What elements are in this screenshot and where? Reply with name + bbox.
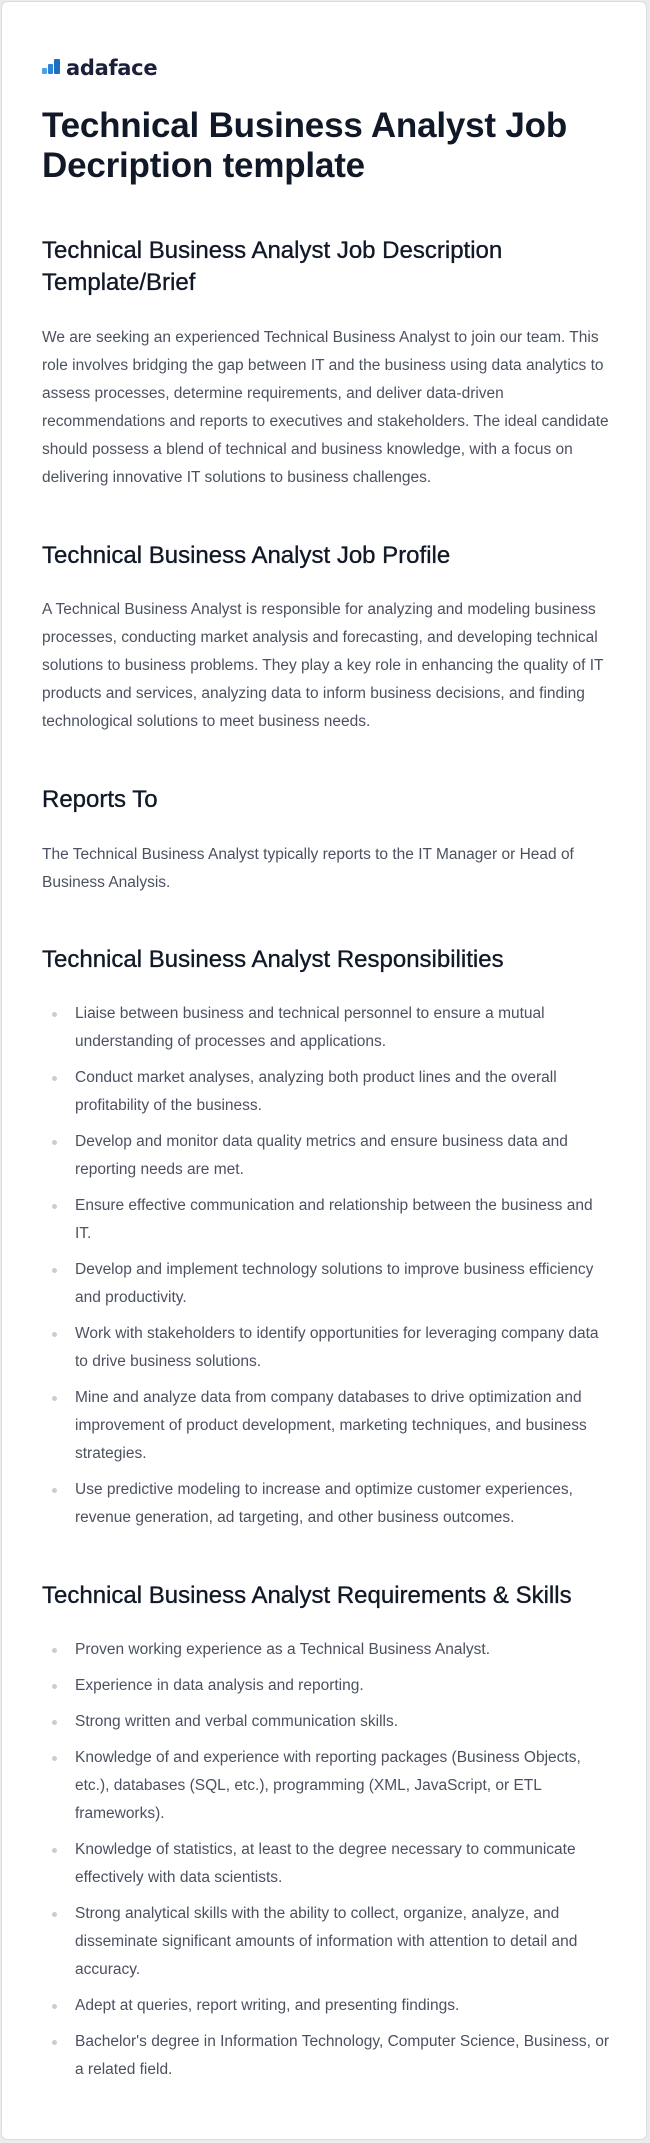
list-item: Liaise between business and technical personnel to ensure a mutual understanding of processes and applications.: [42, 1000, 612, 1056]
responsibilities-list: [42, 1000, 612, 1540]
bar-chart-logo-icon: [42, 58, 62, 78]
list-item: Mine and analyze data from company databases to drive optimization and improvement of product development, marketing techniques, and business strategies.: [42, 1384, 612, 1468]
list-item: Use predictive modeling to increase and optimize customer experiences, revenue generation, ad targeting, and other business outcomes.: [42, 1476, 612, 1532]
brief-heading: Technical Business Analyst Job Description Template/Brief: [42, 237, 503, 296]
reports-to-text: The Technical Business Analyst typically reports to the IT Manager or Head of Business Analysis.: [42, 846, 574, 891]
bullet-icon: [52, 1204, 57, 1209]
bullet-icon: [52, 2004, 57, 2009]
bullet-icon: [52, 1756, 57, 1761]
page-title: Technical Business Analyst Job Decription template: [42, 106, 567, 185]
list-item: Strong analytical skills with the ability to collect, organize, analyze, and disseminate significant amounts of information with attention to detail and accuracy.: [42, 1900, 612, 1984]
list-item: Proven working experience as a Technical Business Analyst.: [42, 1636, 612, 1664]
requirements-heading: Technical Business Analyst Requirements & Skills: [42, 1582, 572, 1609]
brand-name: adaface: [66, 56, 158, 80]
bullet-icon: [52, 1012, 57, 1017]
list-item: Work with stakeholders to identify opportunities for leveraging company data to drive business solutions.: [42, 1320, 612, 1376]
bullet-icon: [52, 1268, 57, 1273]
list-item: Develop and monitor data quality metrics and ensure business data and reporting needs are met.: [42, 1128, 612, 1184]
bullet-icon: [52, 2040, 57, 2045]
bullet-icon: [52, 1912, 57, 1917]
profile-text: A Technical Business Analyst is responsible for analyzing and modeling business processes, conducting market analysis and forecasting, and developing technical solutions to business problems. They play a key role in enhancing the quality of IT products and services, analyzing data to inform business decisions, and finding technological solutions to meet business needs.: [42, 601, 604, 730]
list-item: Experience in data analysis and reporting.: [42, 1672, 612, 1700]
list-item: Strong written and verbal communication skills.: [42, 1708, 612, 1736]
bullet-icon: [52, 1720, 57, 1725]
job-description-card: [1, 1, 647, 2140]
bullet-icon: [52, 1488, 57, 1493]
bullet-icon: [52, 1684, 57, 1689]
bullet-icon: [52, 1076, 57, 1081]
list-item: Conduct market analyses, analyzing both product lines and the overall profitability of the business.: [42, 1064, 612, 1120]
list-item: Bachelor's degree in Information Technology, Computer Science, Business, or a related field.: [42, 2028, 612, 2084]
adaface-logo[interactable]: [42, 56, 157, 80]
brief-text: We are seeking an experienced Technical Business Analyst to join our team. This role involves bridging the gap between IT and the business using data analytics to assess processes, determine requirements, and deliver data-driven recommendations and reports to executives and stakeholders. The ideal candidate should possess a blend of technical and business knowledge, with a focus on delivering innovative IT solutions to business challenges.: [42, 329, 609, 486]
bullet-icon: [52, 1332, 57, 1337]
list-item: Adept at queries, report writing, and presenting findings.: [42, 1992, 612, 2020]
list-item: Ensure effective communication and relationship between the business and IT.: [42, 1192, 612, 1248]
bullet-icon: [52, 1396, 57, 1401]
reports-to-heading: Reports To: [42, 786, 158, 813]
bullet-icon: [52, 1848, 57, 1853]
profile-heading: Technical Business Analyst Job Profile: [42, 542, 451, 569]
bullet-icon: [52, 1140, 57, 1145]
requirements-list: [42, 1636, 612, 2092]
list-item: Knowledge of and experience with reporting packages (Business Objects, etc.), databases (SQL, etc.), programming (XML, JavaScript, or ETL frameworks).: [42, 1744, 612, 1828]
list-item: Knowledge of statistics, at least to the degree necessary to communicate effectively with data scientists.: [42, 1836, 612, 1892]
responsibilities-heading: Technical Business Analyst Responsibilities: [42, 946, 504, 973]
list-item: Develop and implement technology solutions to improve business efficiency and productivity.: [42, 1256, 612, 1312]
bullet-icon: [52, 1648, 57, 1653]
